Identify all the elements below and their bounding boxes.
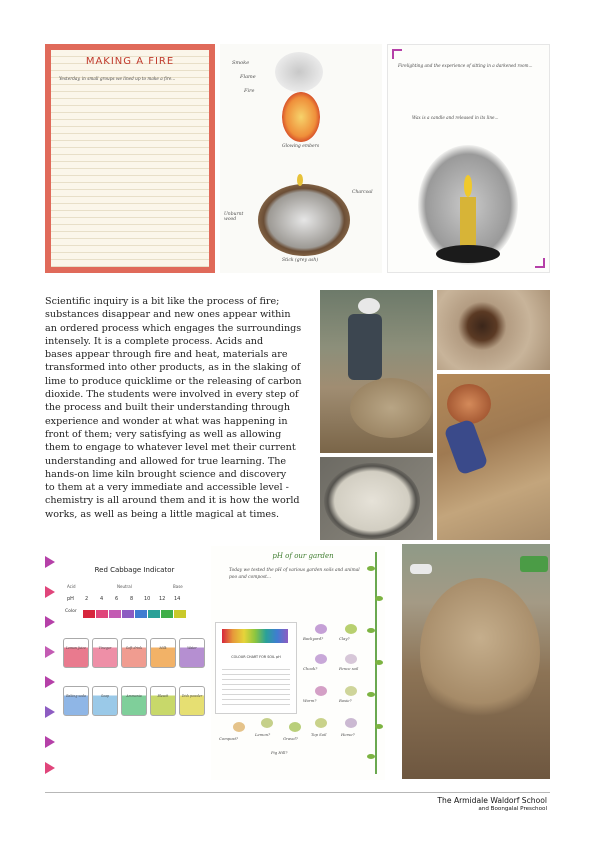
body-line: hands-on lime kiln brought science and discovery	[45, 468, 287, 480]
body-line: understanding and allowed for true learning. The	[45, 455, 287, 467]
soil-chart-swatches	[222, 629, 288, 643]
garden-ph-page	[211, 546, 385, 780]
jar-label: Ammonia	[126, 694, 142, 698]
jar-label: Milk	[159, 646, 167, 650]
border-triangle	[45, 646, 55, 658]
photo-kiln-building	[320, 290, 433, 453]
magenta-corner-mark	[535, 258, 545, 268]
footer-divider	[45, 792, 550, 793]
ph-value-2: 2	[85, 596, 89, 602]
candle-flame-small	[297, 174, 303, 186]
indicator-jar	[179, 686, 205, 716]
soil-chart-box	[215, 622, 297, 714]
label-stick-ash: Stick (grey ash)	[282, 258, 319, 263]
body-paragraph	[45, 295, 310, 521]
child-head-figure	[447, 384, 491, 424]
sample-label: Gravel?	[283, 736, 298, 741]
candle-holder	[436, 245, 500, 263]
color-swatch	[161, 610, 173, 618]
body-line: front of them; very satisfying as well as allowing	[45, 428, 282, 440]
body-line: an ordered process which engages the surroundings	[45, 322, 302, 334]
color-swatch	[96, 610, 108, 618]
soil-sample-dot	[345, 654, 357, 664]
indicator-jar	[63, 638, 89, 668]
photo-bowl-mixing	[320, 457, 433, 540]
sample-label: Compost?	[219, 736, 239, 741]
body-line: to them at a very immediate and accessible level -	[45, 482, 289, 494]
body-line: the process and built their understanding through	[45, 402, 290, 414]
handwriting-text-1: Yesterday, in small groups we lined up to make a fire...	[59, 76, 176, 81]
body-line: bases appear through fire and heat, materials are	[45, 349, 288, 361]
photo-kiln-opening	[437, 290, 550, 370]
border-triangle	[45, 706, 55, 718]
border-triangle	[45, 556, 55, 568]
soil-sample-dot	[345, 624, 357, 634]
fire-diagram-drawing	[220, 44, 382, 273]
vine-leaf	[367, 628, 375, 633]
soil-sample-dot	[289, 722, 301, 732]
soil-sample-dot	[233, 722, 245, 732]
body-line: intensely. It is a complete process. Acids and	[45, 335, 264, 347]
soil-chart-title: COLOUR CHART FOR SOIL pH	[231, 655, 281, 659]
fire-bowl-drawing	[258, 184, 350, 256]
color-swatch	[148, 610, 160, 618]
color-swatch	[122, 610, 134, 618]
jar-label: Dish powder	[181, 694, 203, 698]
neutral-label: Neutral	[117, 584, 132, 589]
person-body-figure	[348, 314, 382, 380]
body-line: dioxide. The students were involved in every step of	[45, 389, 299, 401]
vine-leaf	[367, 754, 375, 759]
soil-sample-dot	[261, 718, 273, 728]
label-flame: Flame	[240, 74, 256, 80]
jar-label: Soft drink	[125, 646, 143, 650]
fire-page-title: MAKING A FIRE	[85, 56, 175, 67]
sample-label: Top Soil	[311, 732, 327, 737]
ph-value-10: 10	[144, 596, 151, 602]
child-arm-figure	[443, 418, 488, 475]
handwriting-text-2: Firelighting and the experience of sitting in a darkened room...	[398, 63, 533, 68]
photo-lime-kiln-mound	[402, 544, 550, 779]
color-label: Color	[65, 609, 77, 614]
indicator-jar	[150, 686, 176, 716]
border-triangle	[45, 586, 55, 598]
sample-label: Pig Hill?	[271, 750, 288, 755]
flame-drawing	[282, 92, 320, 142]
body-line: transformed into other products, as in the slaking of	[45, 362, 301, 374]
magenta-corner-mark	[392, 49, 402, 59]
soil-chart-rows	[222, 665, 290, 705]
vine-leaf	[367, 692, 375, 697]
indicator-jar	[121, 686, 147, 716]
ph-label: pH	[67, 596, 74, 602]
candle-drawing-page	[387, 44, 550, 273]
label-fire: Fire	[244, 88, 255, 94]
making-a-fire-page	[45, 44, 215, 273]
soil-sample-dot	[315, 686, 327, 696]
mixing-bowl	[324, 463, 420, 539]
footer-school-name: The Armidale Waldorf School	[437, 796, 547, 805]
jar-label: Bleach	[157, 694, 169, 698]
body-line: lime to produce quicklime or the releasing of carbon	[45, 375, 302, 387]
jar-label: Soap	[100, 694, 110, 698]
kiln-mound-small	[350, 378, 432, 438]
fire-page-handwriting	[59, 76, 203, 83]
sample-label: Worm?	[303, 698, 317, 703]
ph-value-14: 14	[174, 596, 181, 602]
body-line: them to engage to whatever level met their current	[45, 442, 296, 454]
indicator-jar	[179, 638, 205, 668]
border-triangle	[45, 736, 55, 748]
ph-value-12: 12	[159, 596, 166, 602]
border-triangle	[45, 616, 55, 628]
soil-sample-dot	[315, 654, 327, 664]
color-swatch	[174, 610, 186, 618]
jar-label: Lemon Juice	[65, 646, 87, 650]
acid-label: Acid	[67, 584, 76, 589]
garden-intro-text: Today we tested the pH of various garden soils and animal poo and compost...	[229, 568, 360, 580]
candle-flame	[464, 175, 472, 197]
jar-label: Vinegar	[98, 646, 112, 650]
label-smoke: Smoke	[232, 60, 250, 66]
body-line: substances disappear and new ones appear within	[45, 309, 291, 321]
vine-leaf	[375, 596, 383, 601]
color-swatch	[135, 610, 147, 618]
label-charcoal: Charcoal	[352, 190, 373, 195]
sample-label: Clay?	[339, 636, 350, 641]
sample-label: Horse?	[341, 732, 355, 737]
kiln-mound-large	[420, 578, 540, 728]
sample-label: Backyard?	[303, 636, 324, 641]
sample-label: Chook?	[303, 666, 318, 671]
indicator-jar	[92, 638, 118, 668]
indicator-jar	[63, 686, 89, 716]
sample-label: Lemon?	[255, 732, 271, 737]
indicator-jar	[92, 686, 118, 716]
vine-leaf	[367, 566, 375, 571]
soil-sample-dot	[315, 718, 327, 728]
indicator-title: Red Cabbage Indicator	[94, 566, 175, 574]
handwriting-text-3: Wax is a candle and released in its line...	[412, 115, 499, 120]
border-triangle	[45, 676, 55, 688]
person-hat-figure	[358, 298, 380, 314]
vine-leaf	[375, 660, 383, 665]
ph-value-6: 6	[115, 596, 119, 602]
color-swatch	[83, 610, 95, 618]
body-line: experience and wonder at what was happening in	[45, 415, 288, 427]
smoke-scribble	[275, 52, 323, 92]
ph-value-4: 4	[100, 596, 104, 602]
border-triangle	[45, 762, 55, 774]
garden-page-title: pH of our garden	[272, 552, 334, 560]
vine-leaf	[375, 724, 383, 729]
bucket-figure	[410, 564, 432, 574]
soil-sample-dot	[345, 686, 357, 696]
candle-page-handwriting-top	[398, 63, 539, 70]
body-line: works, as well as being a little magical at times.	[45, 508, 280, 520]
soil-sample-dot	[315, 624, 327, 634]
label-glowing-embers: Glowing embers	[282, 144, 320, 149]
footer-preschool-name: and Boongalal Preschool	[478, 806, 547, 812]
indicator-jar	[150, 638, 176, 668]
sample-label: Fence soil	[339, 666, 359, 671]
candle-page-handwriting-mid	[412, 115, 539, 122]
red-cabbage-indicator-page	[45, 546, 208, 780]
base-label: Base	[173, 584, 183, 589]
sample-label: Rosie?	[339, 698, 352, 703]
body-line: Scientific inquiry is a bit like the process of fire;	[45, 296, 280, 307]
photo-child-digging	[437, 374, 550, 540]
jar-label: Baking soda	[66, 694, 86, 698]
body-line: chemistry is all around them and it is how the world	[45, 495, 300, 507]
label-unburnt-wood: Unburnt wood	[224, 212, 244, 222]
ph-value-8: 8	[130, 596, 134, 602]
jar-label: Water	[187, 646, 197, 650]
wheelbarrow-figure	[520, 556, 548, 572]
indicator-jar	[121, 638, 147, 668]
soil-sample-dot	[345, 718, 357, 728]
color-swatch	[109, 610, 121, 618]
